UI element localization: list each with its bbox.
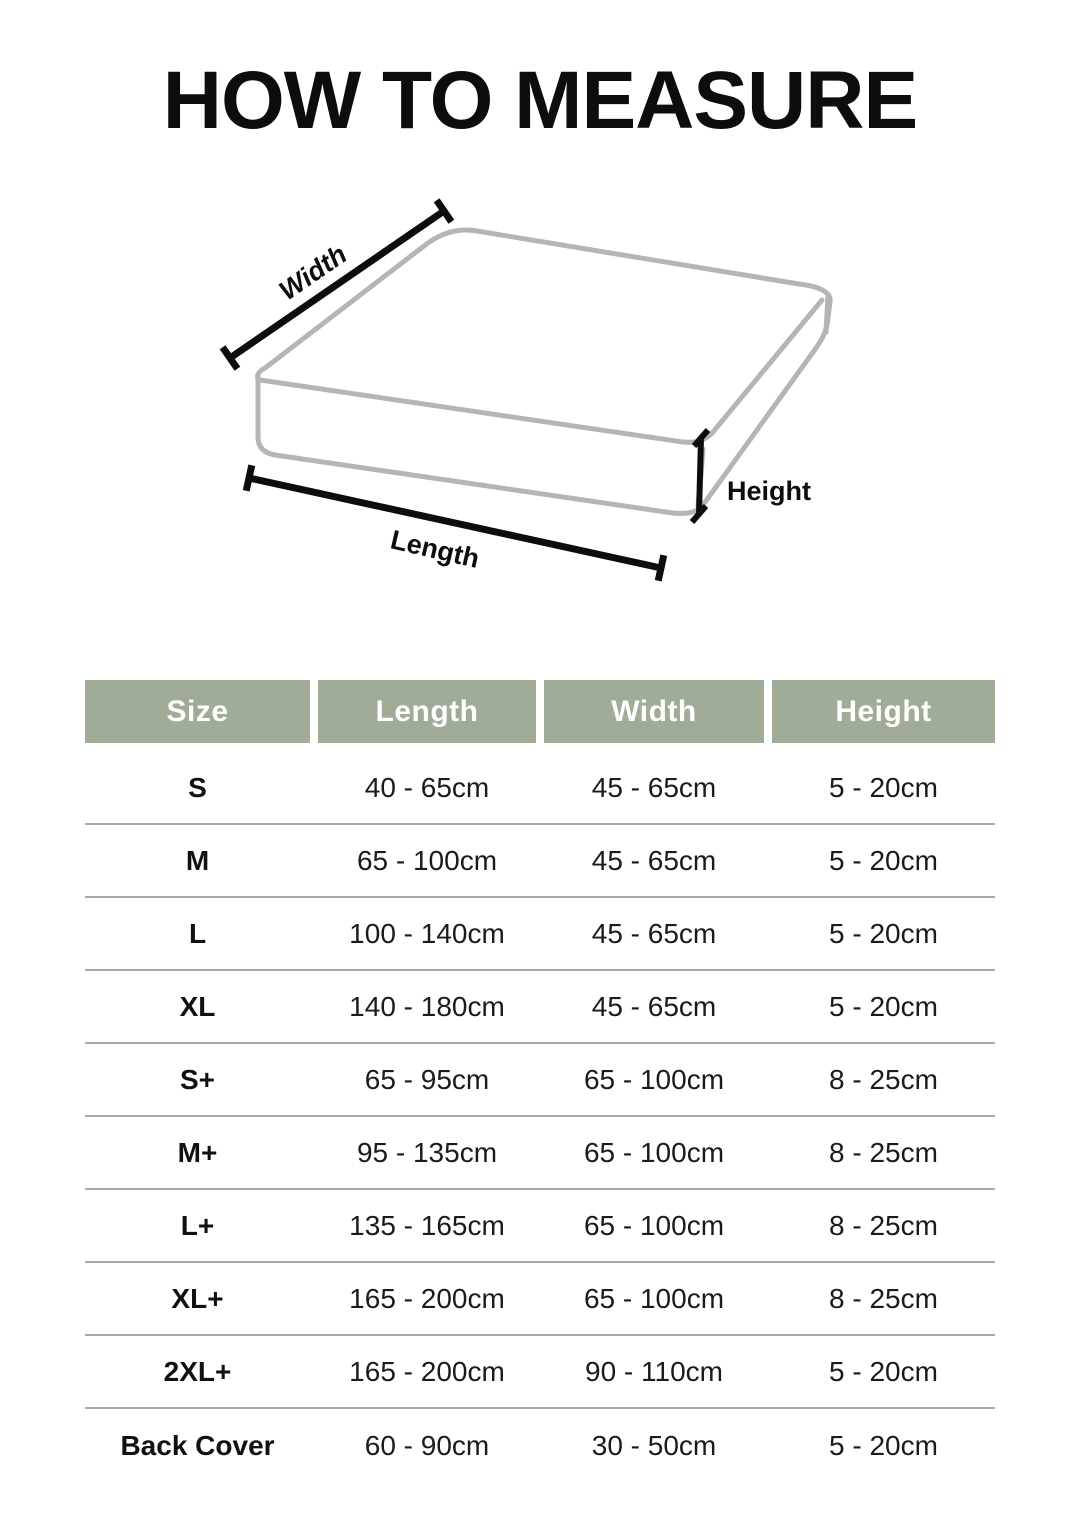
header-cell-size: Size	[85, 680, 310, 743]
cushion-measure-diagram	[180, 170, 880, 610]
size-table-body	[85, 743, 995, 1482]
height-cell: 8 - 25cm	[829, 1209, 938, 1241]
size-cell: M	[185, 844, 210, 876]
size-table-row	[85, 971, 995, 1044]
size-cell: XL+	[171, 1282, 224, 1314]
size-cell: M+	[177, 1136, 218, 1168]
length-cell: 40 - 65cm	[364, 771, 490, 803]
height-cell: 5 - 20cm	[829, 771, 938, 803]
length-cell: 165 - 200cm	[349, 1282, 505, 1314]
length-cell: 95 - 135cm	[356, 1136, 498, 1168]
size-table-header	[85, 680, 995, 743]
width-cell: 65 - 100cm	[583, 1136, 725, 1168]
size-table-row	[85, 898, 995, 971]
header-cell-length: Length	[318, 680, 536, 743]
header-cell-width: Width	[544, 680, 764, 743]
length-dimension-label: Length	[387, 524, 483, 574]
cushion-east-corner-seam	[826, 296, 828, 332]
height-dimension-label: Height	[727, 476, 811, 506]
size-table	[85, 680, 995, 1482]
width-cell: 45 - 65cm	[591, 844, 717, 876]
length-cell: 100 - 140cm	[349, 917, 505, 949]
width-cell: 90 - 110cm	[585, 1355, 723, 1387]
width-cell: 65 - 100cm	[583, 1063, 725, 1095]
size-table-row	[85, 1190, 995, 1263]
length-cell: 135 - 165cm	[349, 1209, 505, 1241]
page-title: HOW TO MEASURE	[162, 55, 918, 146]
width-cell: 65 - 100cm	[583, 1282, 725, 1314]
size-cell: L+	[180, 1209, 215, 1241]
header-cell-height: Height	[772, 680, 995, 743]
size-table-row	[85, 825, 995, 898]
size-table-row	[85, 1409, 995, 1482]
height-cell: 5 - 20cm	[829, 1429, 938, 1461]
width-dimension-label: Width	[273, 239, 353, 307]
size-cell: XL	[179, 990, 216, 1022]
size-cell: Back Cover	[120, 1429, 275, 1461]
size-table-row	[85, 1336, 995, 1409]
size-cell: S	[188, 771, 207, 803]
height-cell: 5 - 20cm	[829, 917, 938, 949]
width-cell: 45 - 65cm	[591, 917, 717, 949]
length-cell: 140 - 180cm	[349, 990, 505, 1022]
width-cell: 45 - 65cm	[591, 990, 717, 1022]
length-cell: 65 - 95cm	[364, 1063, 490, 1095]
height-cell: 8 - 25cm	[829, 1282, 938, 1314]
size-table-row	[85, 1044, 995, 1117]
width-cell: 65 - 100cm	[583, 1209, 725, 1241]
size-table-row	[85, 752, 995, 825]
height-cell: 8 - 25cm	[829, 1136, 938, 1168]
height-cell: 5 - 20cm	[829, 844, 938, 876]
cushion-outline	[258, 230, 830, 513]
height-cell: 8 - 25cm	[829, 1063, 938, 1095]
size-cell: 2XL+	[163, 1355, 232, 1387]
size-cell: S+	[179, 1063, 216, 1095]
size-table-row	[85, 1263, 995, 1336]
size-table-row	[85, 1117, 995, 1190]
length-cell: 165 - 200cm	[349, 1355, 505, 1387]
size-cell: L	[188, 917, 207, 949]
length-cell: 60 - 90cm	[364, 1429, 490, 1461]
height-cell: 5 - 20cm	[829, 1355, 938, 1387]
width-cell: 30 - 50cm	[591, 1429, 717, 1461]
height-cell: 5 - 20cm	[829, 990, 938, 1022]
width-cell: 45 - 65cm	[591, 771, 717, 803]
length-cell: 65 - 100cm	[356, 844, 498, 876]
